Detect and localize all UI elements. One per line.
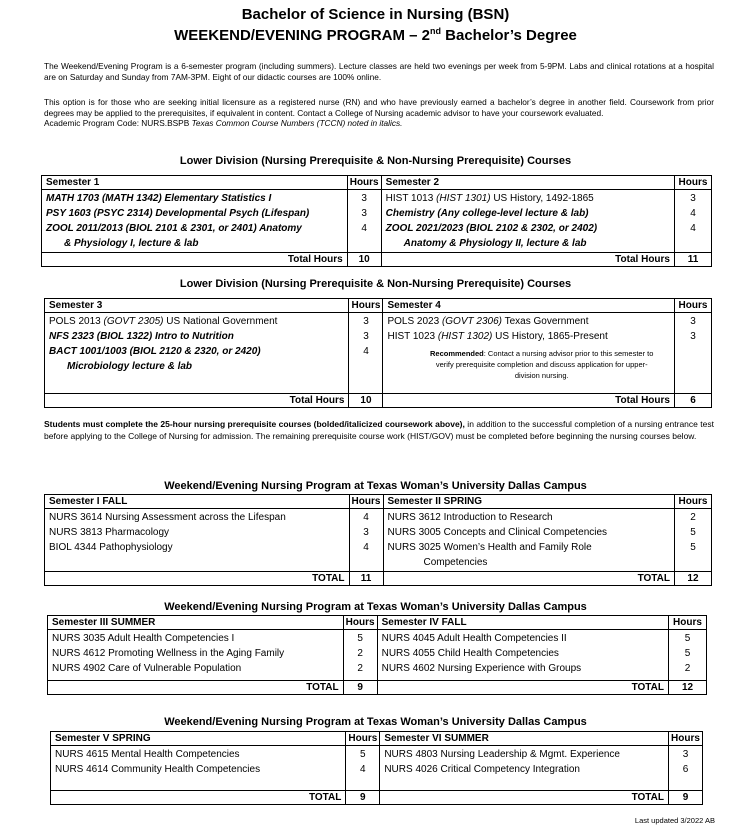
semester-i-header: Semester I FALL xyxy=(45,495,350,509)
total-label: Total Hours xyxy=(45,394,349,408)
total-value: 10 xyxy=(347,253,381,267)
semester-3-courses xyxy=(45,313,349,394)
course: NURS 3612 Introduction to Research xyxy=(387,512,553,523)
semester-1-hours: 3 3 4 xyxy=(347,190,381,253)
semester-iii-hours: 5 2 2 xyxy=(343,630,377,681)
semester-2-courses xyxy=(381,190,674,253)
course: BACT 1001/1003 (BIOL 2120 & 2320, or 2420) xyxy=(49,346,261,357)
total-label: Total Hours xyxy=(42,253,348,267)
semester-ii-courses xyxy=(383,509,674,572)
total-label: TOTAL xyxy=(377,681,668,695)
course: NURS 4612 Promoting Wellness in the Aging Family xyxy=(52,648,285,659)
semester-1-courses xyxy=(42,190,348,253)
semester-3-4-table xyxy=(47,615,707,695)
total-value: 10 xyxy=(349,394,383,408)
semester-2-hours: 3 4 4 xyxy=(675,190,712,253)
semester-vi-courses xyxy=(380,746,669,791)
course: NURS 4602 Nursing Experience with Groups xyxy=(381,663,582,674)
semester-v-courses xyxy=(51,746,346,791)
section-heading-dallas-2: Weekend/Evening Nursing Program at Texas Woman’s University Dallas Campus xyxy=(164,601,587,613)
course: HIST 1023 (HIST 1302) US History, 1865-Present xyxy=(387,331,608,342)
total-value: 9 xyxy=(668,791,702,805)
lower-division-table-2 xyxy=(44,298,712,408)
semester-v-header: Semester V SPRING xyxy=(51,732,346,746)
hours-header: Hours xyxy=(674,299,711,313)
hours-header: Hours xyxy=(675,176,712,190)
hours-header: Hours xyxy=(349,299,383,313)
course: Chemistry (Any college-level lecture & lab) xyxy=(385,208,589,219)
total-label: Total Hours xyxy=(381,253,674,267)
course: POLS 2013 (GOVT 2305) US National Government xyxy=(49,316,278,327)
course: ZOOL 2011/2013 (BIOL 2101 & 2301, or 2401) Anatomy xyxy=(46,223,302,234)
semester-5-6-table xyxy=(50,731,703,805)
semester-3-hours: 3 3 4 xyxy=(349,313,383,394)
semester-i-hours: 4 3 4 xyxy=(349,509,383,572)
course: NURS 4045 Adult Health Competencies II xyxy=(381,633,567,644)
course: PSY 1603 (PSYC 2314) Developmental Psych (Lifespan) xyxy=(46,208,310,219)
total-label: TOTAL xyxy=(383,572,674,586)
semester-iv-hours: 5 5 2 xyxy=(669,630,707,681)
section-heading-dallas-3: Weekend/Evening Nursing Program at Texas Woman’s University Dallas Campus xyxy=(164,716,587,728)
course: NURS 4614 Community Health Competencies xyxy=(55,764,261,775)
course: NURS 3005 Concepts and Clinical Competencies xyxy=(387,527,608,538)
total-label: TOTAL xyxy=(380,791,669,805)
course: HIST 1013 (HIST 1301) US History, 1492-1865 xyxy=(385,193,594,204)
course: MATH 1703 (MATH 1342) Elementary Statistics I xyxy=(46,193,272,204)
page-subtitle: WEEKEND/EVENING PROGRAM – 2nd Bachelor’s Degree xyxy=(174,26,577,44)
total-label: Total Hours xyxy=(383,394,675,408)
hours-header: Hours xyxy=(349,495,383,509)
total-label: TOTAL xyxy=(51,791,346,805)
semester-i-courses xyxy=(45,509,350,572)
hours-header: Hours xyxy=(669,616,707,630)
course: NURS 4615 Mental Health Competencies xyxy=(55,749,240,760)
course: NURS 4026 Critical Competency Integration xyxy=(384,764,580,775)
semester-3-header: Semester 3 xyxy=(45,299,349,313)
semester-v-hours: 5 4 xyxy=(346,746,380,791)
course: Anatomy & Physiology II, lecture & lab xyxy=(403,238,587,249)
semester-4-header: Semester 4 xyxy=(383,299,675,313)
hours-header: Hours xyxy=(346,732,380,746)
section-heading-dallas-1: Weekend/Evening Nursing Program at Texas Woman’s University Dallas Campus xyxy=(164,480,587,492)
semester-4-courses xyxy=(383,313,675,394)
semester-ii-header: Semester II SPRING xyxy=(383,495,674,509)
course: NURS 4902 Care of Vulnerable Population xyxy=(52,663,242,674)
course: Microbiology lecture & lab xyxy=(67,361,193,372)
course: NURS 3035 Adult Health Competencies I xyxy=(52,633,235,644)
semester-2-header: Semester 2 xyxy=(381,176,674,190)
course: NURS 4055 Child Health Competencies xyxy=(381,648,559,659)
total-value: 9 xyxy=(343,681,377,695)
hours-header: Hours xyxy=(347,176,381,190)
semester-iv-courses xyxy=(377,630,668,681)
total-value: 12 xyxy=(669,681,707,695)
course: BIOL 4344 Pathophysiology xyxy=(49,542,173,553)
semester-1-header: Semester 1 xyxy=(42,176,348,190)
semester-iii-header: Semester III SUMMER xyxy=(48,616,344,630)
course: & Physiology I, lecture & lab xyxy=(64,238,199,249)
total-value: 11 xyxy=(349,572,383,586)
semester-vi-hours: 3 6 xyxy=(668,746,702,791)
total-label: TOTAL xyxy=(48,681,344,695)
total-value: 12 xyxy=(674,572,711,586)
total-label: TOTAL xyxy=(45,572,350,586)
semester-vi-header: Semester VI SUMMER xyxy=(380,732,669,746)
semester-4-hours: 3 3 xyxy=(674,313,711,394)
hours-header: Hours xyxy=(668,732,702,746)
course: POLS 2023 (GOVT 2306) Texas Government xyxy=(387,316,589,327)
course: NFS 2323 (BIOL 1322) Intro to Nutrition xyxy=(49,331,234,342)
intro-paragraph-1: The Weekend/Evening Program is a 6-semester program (including summers). Lecture classes are held two evenings per week from 5-9PM. Labs and clinical rotations at a hospital are on Saturday and Sunday from 7AM-3PM. Eight of our didactic courses are 100% online. xyxy=(44,61,714,82)
total-value: 11 xyxy=(675,253,712,267)
total-value: 9 xyxy=(346,791,380,805)
course: NURS 3614 Nursing Assessment across the Lifespan xyxy=(49,512,286,523)
semester-iii-courses xyxy=(48,630,344,681)
last-updated-note: Last updated 3/2022 AB xyxy=(634,816,715,825)
section-heading-lower-2: Lower Division (Nursing Prerequisite & Non-Nursing Prerequisite) Courses xyxy=(179,278,572,290)
semester-ii-hours: 2 5 5 xyxy=(674,509,711,572)
section-heading-lower-1: Lower Division (Nursing Prerequisite & Non-Nursing Prerequisite) Courses xyxy=(179,155,572,167)
page-title: Bachelor of Science in Nursing (BSN) xyxy=(241,6,510,23)
admission-notice: Students must complete the 25-hour nursing prerequisite courses (bolded/italicized coursework above), in addition to the successful completion of a nursing entrance test before applying to the College of Nursing for admission. The remaining prerequisite course work (HIST/GOV) must be completed before beginning the nursing courses below. xyxy=(44,419,714,441)
semester-iv-header: Semester IV FALL xyxy=(377,616,668,630)
total-value: 6 xyxy=(674,394,711,408)
hours-header: Hours xyxy=(674,495,711,509)
course: NURS 4803 Nursing Leadership & Mgmt. Experience xyxy=(384,749,620,760)
lower-division-table-1 xyxy=(41,175,712,267)
course: NURS 3813 Pharmacology xyxy=(49,527,170,538)
semester-1-2-table xyxy=(44,494,712,586)
course: Competencies xyxy=(423,557,488,568)
intro-paragraph-2: This option is for those who are seeking initial licensure as a registered nurse (RN) and who have previously earned a bachelor’s degree in another field. Coursework from prior degrees may be applied to the prerequisites, if equivalent in content. Contact a College of Nursing academic advisor to have your coursework evaluated. Academic Program Code: NURS.BSPB Texas Common Course Numbers (TCCN) noted in italics. xyxy=(44,97,714,129)
recommendation-note: Recommended: Contact a nursing advisor prior to this semester to verify prerequisite completion and discuss application for upper-division nursing. xyxy=(430,349,654,380)
course: NURS 3025 Women’s Health and Family Role xyxy=(387,542,592,553)
course: ZOOL 2021/2023 (BIOL 2102 & 2302, or 2402) xyxy=(385,223,598,234)
hours-header: Hours xyxy=(343,616,377,630)
